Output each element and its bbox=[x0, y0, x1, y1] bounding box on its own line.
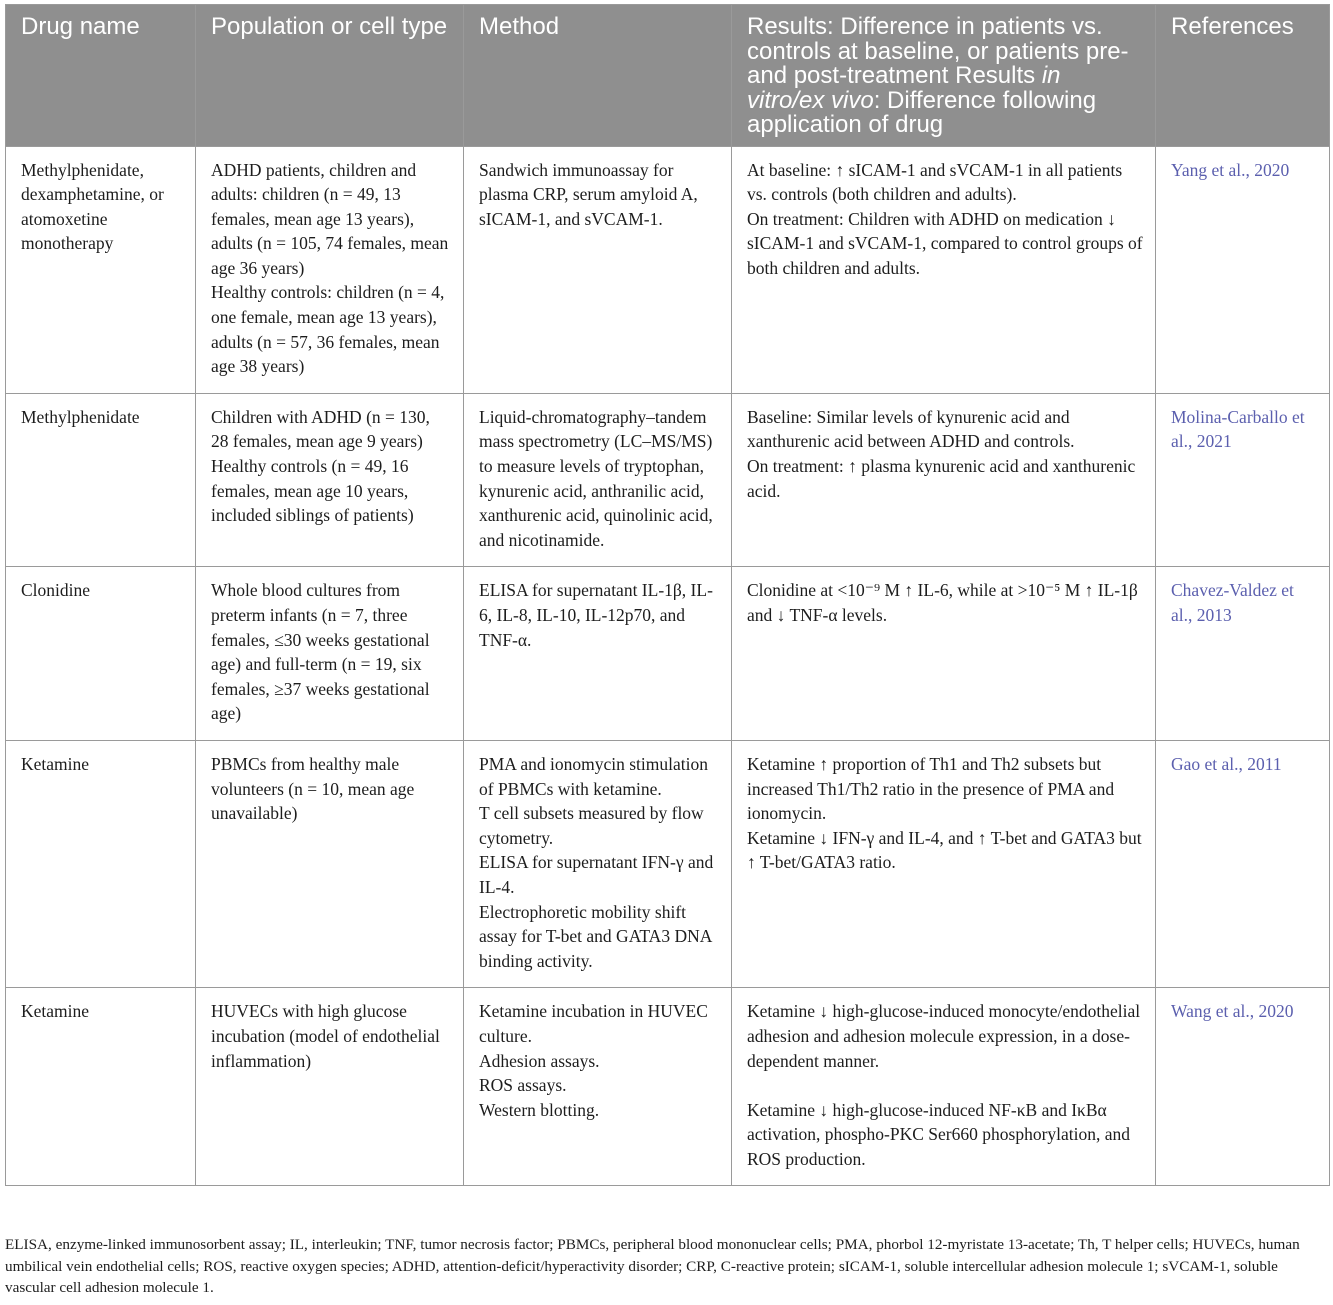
cell-results bbox=[732, 740, 1156, 987]
table-row bbox=[6, 988, 1330, 1186]
cell-reference bbox=[1156, 146, 1330, 393]
cell-method bbox=[464, 393, 732, 567]
results-line: Ketamine ↓ high-glucose-induced monocyte/endothelial adhesion and adhesion molecule expression, in a dose-dependent manner. bbox=[747, 1001, 1141, 1071]
drug-table bbox=[5, 4, 1330, 1186]
header-drug-name: Drug name bbox=[6, 5, 196, 147]
table-row bbox=[6, 146, 1330, 393]
table-row bbox=[6, 567, 1330, 741]
cell-results bbox=[732, 393, 1156, 567]
results-line: Ketamine ↓ high-glucose-induced NF-κB and IκBα activation, phospho-PKC Ser660 phosphorylation, and ROS production. bbox=[747, 1099, 1131, 1169]
method-line: ELISA for supernatant IL-1β, IL-6, IL-8, IL-10, IL-12p70, and TNF-α. bbox=[479, 580, 713, 650]
table-footnote: ELISA, enzyme-linked immunosorbent assay; IL, interleukin; TNF, tumor necrosis factor; PBMCs, peripheral blood mononuclear cells; PMA, phorbol 12-myristate 13-acetate; Th, T helper cells; HUVECs, human umbilical vein endothelial cells; ROS, reactive oxygen species; ADHD, attention-deficit/hyperactivity disorder; CRP, C-reactive protein; sICAM-1, soluble intercellular adhesion molecule 1; sVCAM-1, soluble vascular cell adhesion molecule 1. bbox=[5, 1236, 1300, 1296]
reference-link[interactable]: Gao et al., 2011 bbox=[1171, 753, 1282, 774]
cell-results bbox=[732, 146, 1156, 393]
table-row bbox=[6, 740, 1330, 987]
method-line: Ketamine incubation in HUVEC culture. bbox=[479, 1001, 708, 1046]
method-line: Western blotting. bbox=[479, 1099, 600, 1120]
header-results-lead: Results: Difference in patients vs. controls at baseline, or patients pre- and post-treatment Results bbox=[747, 13, 1129, 89]
results-line: Ketamine ↑ proportion of Th1 and Th2 subsets but increased Th1/Th2 ratio in the presence of PMA and ionomycin. bbox=[747, 753, 1115, 824]
method-line: Adhesion assays. bbox=[479, 1050, 600, 1071]
cell-drug-name bbox=[6, 146, 196, 393]
header-references: References bbox=[1156, 5, 1330, 147]
cell-drug-name bbox=[6, 988, 196, 1186]
method-line: ROS assays. bbox=[479, 1075, 567, 1096]
results-line: Baseline: Similar levels of kynurenic acid and xanthurenic acid between ADHD and controls. bbox=[747, 406, 1075, 452]
population-line: ADHD patients, children and adults: children (n = 49, 13 females, mean age 13 years), adults (n = 105, 74 females, mean age 36 years) bbox=[211, 159, 449, 278]
results-line: Clonidine at <10⁻⁹ M ↑ IL-6, while at >10⁻⁵ M ↑ IL-1β and ↓ TNF-α levels. bbox=[747, 580, 1138, 625]
cell-reference bbox=[1156, 988, 1330, 1186]
method-line: Liquid-chromatography–tandem mass spectrometry (LC–MS/MS) to measure levels of tryptophan, kynurenic acid, anthranilic acid, xanthurenic acid, quinolinic acid, and nicotinamide. bbox=[479, 406, 713, 550]
cell-method bbox=[464, 567, 732, 741]
method-line: PMA and ionomycin stimulation of PBMCs with ketamine. bbox=[479, 753, 708, 799]
reference-link[interactable]: Molina-Carballo et al., 2021 bbox=[1171, 406, 1305, 452]
drug-name-text: Ketamine bbox=[21, 1001, 90, 1022]
header-row bbox=[6, 5, 1330, 147]
header-method: Method bbox=[464, 5, 732, 147]
drug-name-text: Methylphenidate bbox=[21, 406, 140, 427]
header-results-italic: in vitro/ex vivo bbox=[747, 62, 1061, 114]
population-line: Whole blood cultures from preterm infants (n = 7, three females, ≤30 weeks gestational age) and full-term (n = 19, six females, ≥37 weeks gestational age) bbox=[211, 580, 430, 724]
cell-results bbox=[732, 567, 1156, 741]
cell-method bbox=[464, 740, 732, 987]
cell-results bbox=[732, 988, 1156, 1186]
cell-population bbox=[196, 567, 464, 741]
cell-method bbox=[464, 988, 732, 1186]
cell-population bbox=[196, 988, 464, 1186]
results-line: On treatment: Children with ADHD on medication ↓ sICAM-1 and sVCAM-1, compared to control groups of both children and adults. bbox=[747, 208, 1143, 278]
cell-reference bbox=[1156, 393, 1330, 567]
cell-reference bbox=[1156, 567, 1330, 741]
cell-reference bbox=[1156, 740, 1330, 987]
method-line: Electrophoretic mobility shift assay for T-bet and GATA3 DNA binding activity. bbox=[479, 901, 712, 971]
header-population: Population or cell type bbox=[196, 5, 464, 147]
cell-drug-name bbox=[6, 393, 196, 567]
method-line: Sandwich immunoassay for plasma CRP, serum amyloid A, sICAM-1, and sVCAM-1. bbox=[479, 159, 698, 229]
paragraph-gap bbox=[747, 1073, 1143, 1098]
method-line: T cell subsets measured by flow cytometry. bbox=[479, 803, 704, 848]
drug-name-text: Ketamine bbox=[21, 753, 90, 774]
cell-population bbox=[196, 393, 464, 567]
reference-link[interactable]: Yang et al., 2020 bbox=[1171, 159, 1290, 180]
cell-population bbox=[196, 740, 464, 987]
drug-name-text: Methylphenidate, dexamphetamine, or atomoxetine monotherapy bbox=[21, 159, 164, 254]
results-line: At baseline: ↑ sICAM-1 and sVCAM-1 in all patients vs. controls (both children and adults). bbox=[747, 159, 1123, 205]
cell-method bbox=[464, 146, 732, 393]
population-line: Healthy controls: children (n = 4, one female, mean age 13 years), adults (n = 57, 36 females, mean age 38 years) bbox=[211, 282, 445, 377]
method-line: ELISA for supernatant IFN-γ and IL-4. bbox=[479, 852, 714, 897]
population-line: Children with ADHD (n = 130, 28 females, mean age 9 years) bbox=[211, 406, 430, 452]
header-results-tail: : Difference following application of drug bbox=[747, 86, 1097, 138]
reference-link[interactable]: Chavez-Valdez et al., 2013 bbox=[1171, 580, 1294, 625]
cell-drug-name bbox=[6, 740, 196, 987]
population-line: PBMCs from healthy male volunteers (n = 10, mean age unavailable) bbox=[211, 753, 415, 824]
header-results bbox=[732, 5, 1156, 147]
cell-drug-name bbox=[6, 567, 196, 741]
population-line: Healthy controls (n = 49, 16 females, mean age 10 years, included siblings of patients) bbox=[211, 456, 414, 526]
cell-population bbox=[196, 146, 464, 393]
table-row bbox=[6, 393, 1330, 567]
results-line: Ketamine ↓ IFN-γ and IL-4, and ↑ T-bet and GATA3 but ↑ T-bet/GATA3 ratio. bbox=[747, 827, 1142, 873]
results-line: On treatment: ↑ plasma kynurenic acid and xanthurenic acid. bbox=[747, 456, 1136, 501]
population-line: HUVECs with high glucose incubation (model of endothelial inflammation) bbox=[211, 1001, 440, 1071]
drug-name-text: Clonidine bbox=[21, 580, 91, 601]
reference-link[interactable]: Wang et al., 2020 bbox=[1171, 1001, 1294, 1022]
